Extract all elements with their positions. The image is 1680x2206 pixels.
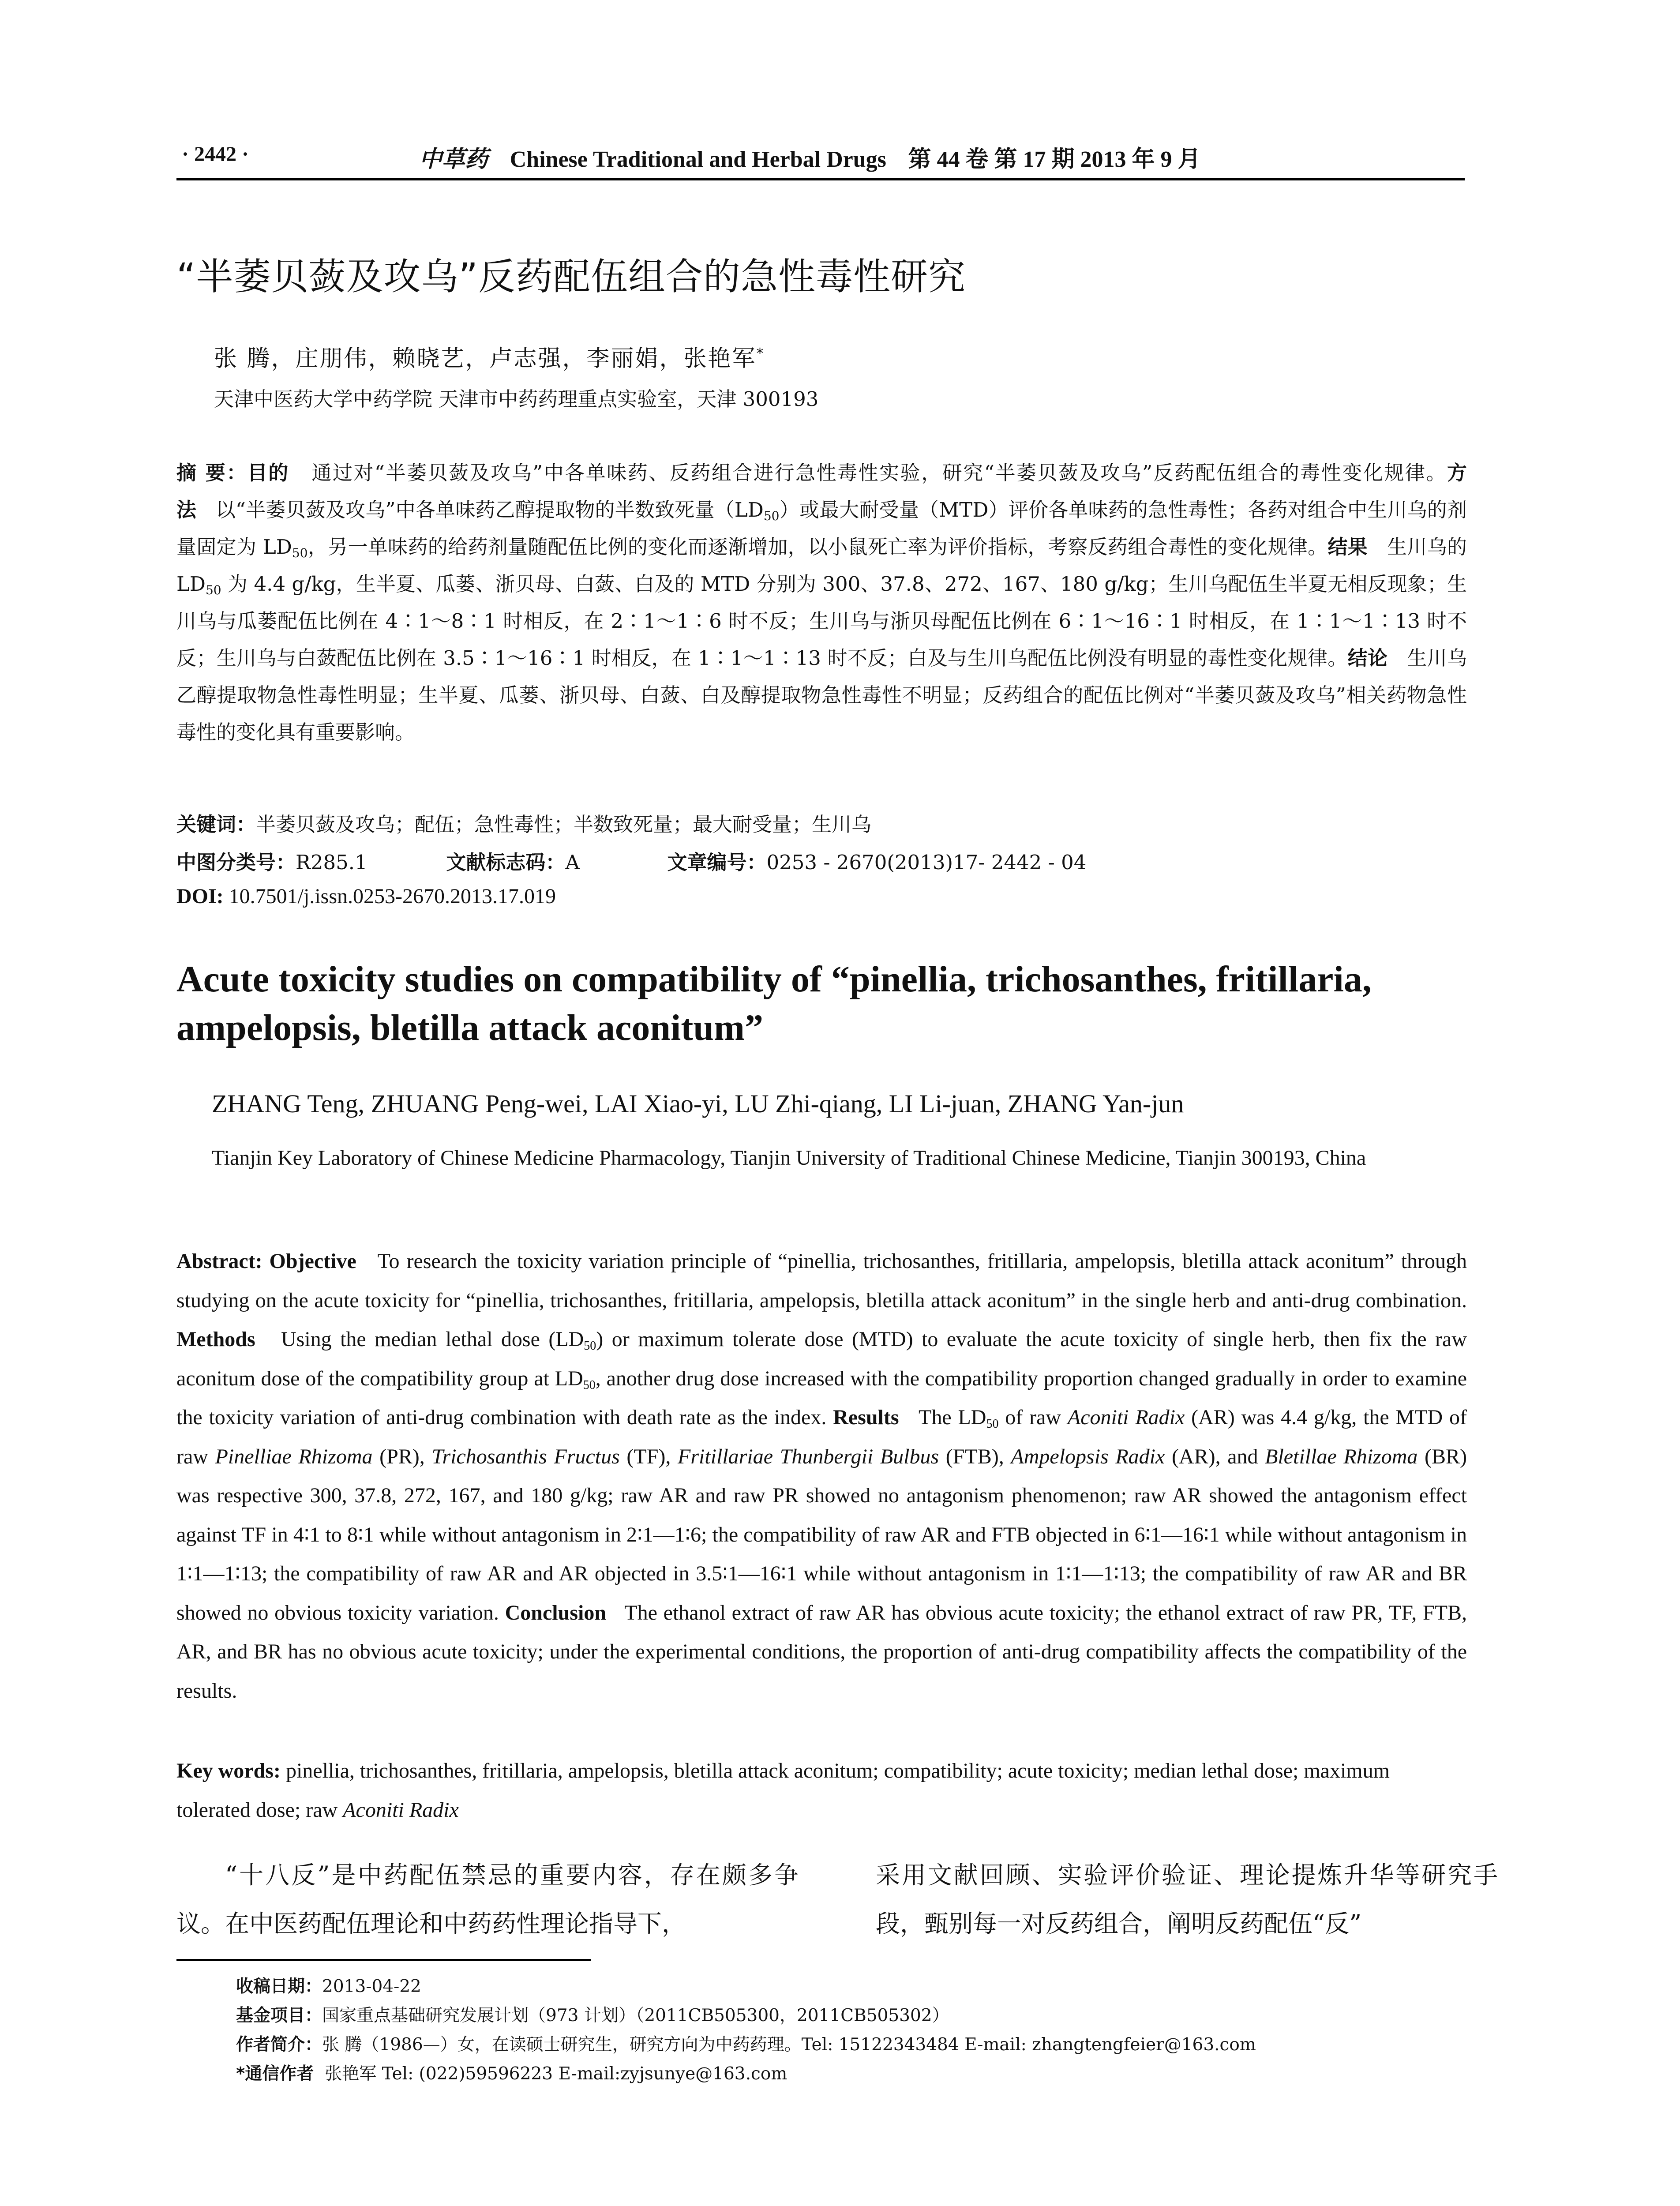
articleno-label: 文章编号： [667,851,767,874]
results-en-a: The LD [919,1406,986,1429]
affiliation-en: Tianjin Key Laboratory of Chinese Medicine Pharmacology, Tianjin University of Traditional Chinese Medicine, Tianjin 300193, China [212,1146,1366,1170]
clc-label: 中图分类号： [176,851,296,874]
results-cn-a: 生川乌的 LD [176,535,1467,596]
herb-name-amp: Ampelopsis Radix [1011,1444,1165,1468]
doccode-value: A [565,851,580,874]
authors-cn-names: 张 腾，庄朋伟，赖晓艺，卢志强，李丽娟，张艳军 [214,345,757,372]
abstract-cn [176,454,1467,751]
fund-text: 国家重点基础研究发展计划（973 计划）（2011CB505300，2011CB505302） [322,2006,949,2026]
journal-title [419,140,1201,173]
results-cn-label: 结果 [1328,535,1368,559]
sub-50: 50 [583,1378,596,1392]
keywords-cn-label: 关键词： [176,813,256,836]
methods-cn-a: 以“半萎贝蔹及攻乌”中各单味药乙醇提取物的半数致死量（LD [215,498,764,521]
body-column-left: “十八反”是中药配伍禁忌的重要内容，存在颇多争议。在中医药配伍理论和中药药性理论指导下， [176,1861,799,1938]
abstract-cn-label: 摘 要： [176,461,248,484]
footnote-rule [176,1959,591,1961]
herb-name-ar: Aconiti Radix [1067,1406,1185,1429]
affiliation-cn: 天津中医药大学中药学院 天津市中药药理重点实验室，天津 300193 [214,387,819,411]
sub-50: 50 [292,546,308,560]
doccode-label: 文献标志码： [446,851,566,874]
header-rule [176,178,1465,180]
conclusion-cn-label: 结论 [1347,646,1388,670]
clc-value: R285.1 [296,851,368,874]
conclusion-en-label: Conclusion [505,1601,607,1624]
fund-label: 基金项目： [236,2006,322,2026]
paper-title-en: Acute toxicity studies on compatibility of “pinellia, trichosanthes, fritillaria, ampelopsis, bletilla attack aconitum” [176,959,1372,1048]
journal-title-en: Chinese Traditional and Herbal Drugs [510,147,886,172]
methods-en-label: Methods [176,1328,255,1351]
bio-label: 作者简介： [236,2035,322,2055]
herb-name-ftb: Fritillariae Thunbergii Bulbus [678,1444,939,1468]
corr-text: 张艳军 Tel: (022)59596223 E-mail:zyjsunye@163.com [325,2064,788,2084]
objective-en: To research the toxicity variation principle of “pinellia, trichosanthes, fritillaria, ampelopsis, bletilla attack aconitum” through studying on the acute toxicity for “pinellia, trichosanthes, fritillaria, ampelopsis, bletilla attack aconitum” in the single herb and anti-drug combination. [176,1249,1467,1312]
results-en-label: Results [833,1406,899,1429]
results-en-f: (FTB), [945,1444,1004,1468]
methods-en-b: ) or maximum tolerate dose (MTD) to evaluate the acute toxicity of single herb, then fix the raw aconitum dose of the compatibility group at LD [176,1328,1467,1390]
abstract-en [176,1242,1467,1711]
methods-cn-label: 方法 [176,461,1467,521]
received-date: 2013-04-22 [322,1977,421,1996]
footnotes [236,1972,1467,2089]
keywords-en-text: pinellia, trichosanthes, fritillaria, ampelopsis, bletilla attack aconitum; compatibility; acute toxicity; median lethal dose; maximum tolerated dose; raw [176,1759,1390,1822]
results-en-g: (AR), and [1171,1444,1258,1468]
sub-50: 50 [205,583,221,597]
herb-name-pr: Pinelliae Rhizoma [215,1444,373,1468]
keywords-cn-text: 半萎贝蔹及攻乌；配伍；急性毒性；半数致死量；最大耐受量；生川乌 [256,813,872,836]
footnote-received [236,1972,1467,2001]
running-header [176,140,1465,176]
sub-50: 50 [986,1417,999,1431]
results-en-d: (PR), [379,1444,425,1468]
doi-label: DOI: [176,885,224,908]
sub-50: 50 [763,509,780,523]
footnote-corresponding [236,2060,1467,2089]
journal-title-cn: 中草药 [419,146,488,173]
journal-issue: 第 44 卷 第 17 期 2013 年 9 月 [908,147,1201,172]
objective-cn: 通过对“半萎贝蔹及攻乌”中各单味药、反药组合进行急性毒性实验，研究“半萎贝蔹及攻乌”反药配伍组合的毒性变化规律。 [311,461,1447,484]
results-cn-b: 为 4.4 g/kg，生半夏、瓜蒌、浙贝母、白蔹、白及的 MTD 分别为 300、37.8、272、167、180 g/kg；生川乌配伍生半夏无相反现象；生川乌与瓜蒌配伍比例在 4∶1～8∶1 时相反，在 2∶1～1∶6 时不反；生川乌与浙贝母配伍比例在 6∶1～16∶1 时相反，在 1∶1～1∶13 时不反；生川乌与白蔹配伍比例在 3.5∶1～16∶1 时相反，在 1∶1～1∶13 时不反；白及与生川乌配伍比例没有明显的毒性变化规律。 [176,572,1467,670]
corr-label: *通信作者 [236,2064,314,2084]
paper-title-cn: “半萎贝蔹及攻乌”反药配伍组合的急性毒性研究 [176,255,966,298]
abstract-en-label: Abstract: [176,1249,262,1273]
body-column-right: 采用文献回顾、实验评价验证、理论提炼升华等研究手段，甄别每一对反药组合，阐明反药配伍“反” [876,1861,1498,1938]
herb-name-tf: Trichosanthis Fructus [431,1444,620,1468]
methods-cn-b: ）或最大耐受量（MTD）评价各单味药的急性毒性；各药对组合中生川乌的剂量固定为 LD [176,498,1467,559]
received-label: 收稿日期： [236,1977,322,1996]
keywords-en-tail: Aconiti Radix [343,1798,459,1822]
articleno-value: 0253 - 2670(2013)17- 2442 - 04 [766,851,1087,874]
objective-cn-label: 目的 [247,461,289,484]
objective-en-label: Objective [269,1249,356,1273]
footnote-author-bio [236,2030,1467,2060]
keywords-cn [176,808,871,837]
keywords-en-label: Key words: [176,1759,281,1782]
methods-cn-c: ，另一单味药的给药剂量随配伍比例的变化而逐渐增加，以小鼠死亡率为评价指标，考察反药组合毒性的变化规律。 [308,535,1328,559]
methods-en-c: , another drug dose increased with the compatibility proportion changed gradually in order to examine the toxicity variation of anti-drug combination with death rate as the index. [176,1366,1467,1429]
doi-value: 10.7501/j.issn.0253-2670.2013.17.019 [229,885,556,908]
conclusion-en: The ethanol extract of raw AR has obvious acute toxicity; the ethanol extract of raw PR, TF, FTB, AR, and BR has no obvious acute toxicity; under the experimental conditions, the proportion of anti-drug compatibility affects the compatibility of the results. [176,1601,1467,1703]
footnote-fund [236,2001,1467,2030]
herb-name-br: Bletillae Rhizoma [1265,1444,1418,1468]
methods-en-a: Using the median lethal dose (LD [281,1328,584,1351]
results-en-h: (BR) was respective 300, 37.8, 272, 167, and 180 g/kg; raw AR and raw PR showed no antagonism phenomenon; raw AR showed the antagonism effect against TF in 4∶1 to 8∶1 while without antagonism in 2∶1—1∶6; the compatibility of raw AR and FTB objected in 6∶1—16∶1 while without antagonism in 1∶1—1∶13; the compatibility of raw AR and AR objected in 3.5∶1—16∶1 while without antagonism in 1∶1—1∶13; the compatibility of raw AR and BR showed no obvious toxicity variation. [176,1444,1467,1624]
corresponding-mark: * [756,345,765,362]
doi-line [176,884,556,908]
conclusion-cn: 生川乌乙醇提取物急性毒性明显；生半夏、瓜蒌、浙贝母、白蔹、白及醇提取物急性毒性不明显；反药组合的配伍比例对“半萎贝蔹及攻乌”相关药物急性毒性的变化具有重要影响。 [176,646,1467,744]
authors-cn [214,340,765,373]
authors-en: ZHANG Teng, ZHUANG Peng-wei, LAI Xiao-yi, LU Zhi-qiang, LI Li-juan, ZHANG Yan-jun [212,1089,1184,1118]
page-number: · 2442 · [182,143,249,166]
classification-line [176,846,1086,875]
results-en-c: (AR) was 4.4 g/kg, the MTD of raw [176,1406,1467,1468]
bio-text: 张 腾（1986—）女，在读硕士研究生，研究方向为中药药理。Tel: 15122343484 E-mail: zhangtengfeier@163.com [322,2035,1256,2055]
keywords-en [176,1752,1467,1830]
results-en-b: of raw [1005,1406,1061,1429]
sub-50: 50 [584,1339,596,1353]
results-en-e: (TF), [626,1444,671,1468]
